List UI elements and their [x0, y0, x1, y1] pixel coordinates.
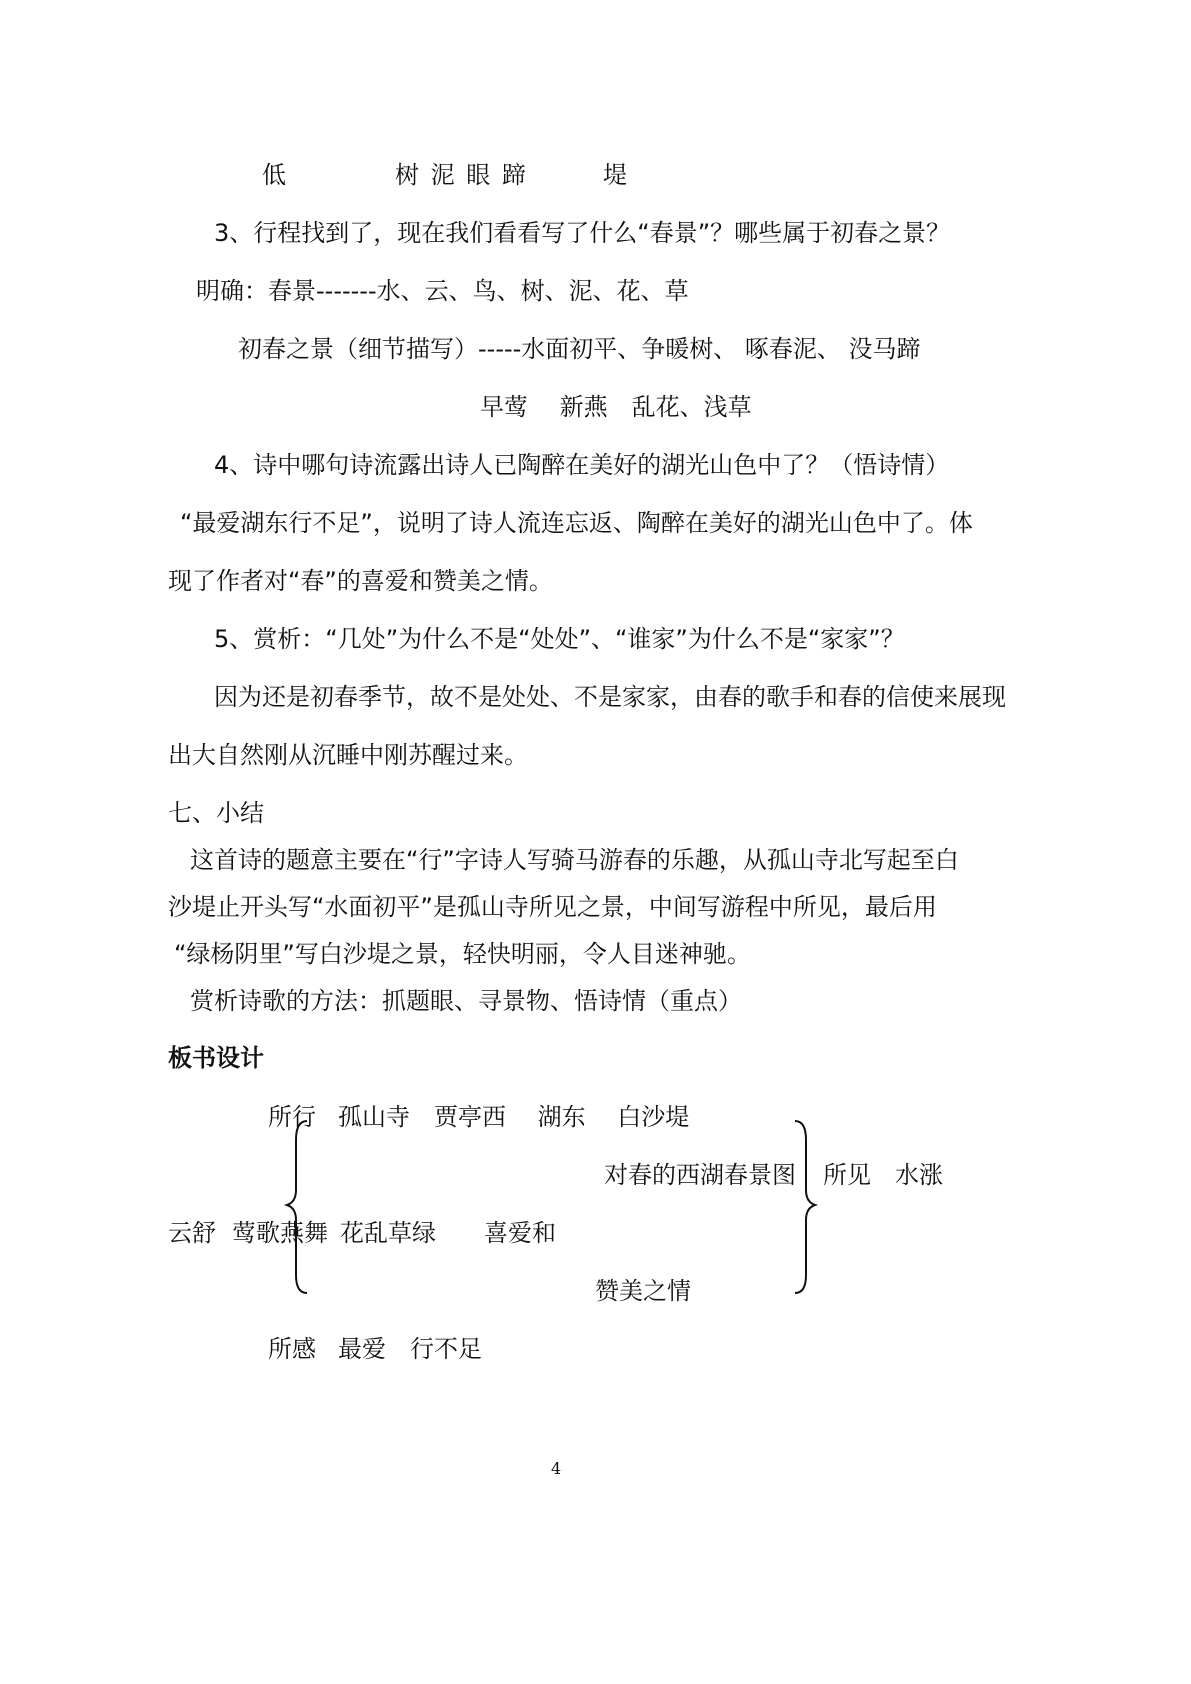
board-text: 行不足	[410, 1335, 482, 1363]
board-text: 花乱草绿	[340, 1219, 436, 1247]
board-heading: 板书设计	[168, 1044, 264, 1072]
board-text: 最爱	[338, 1335, 386, 1363]
answer-text: 明确：春景-------水、云、鸟、树、泥、花、草	[196, 277, 689, 305]
answer-text: “最爱湖东行不足”，说明了诗人流连忘返、陶醉在美好的湖光山色中了。体	[180, 509, 973, 537]
board-label: 所行	[268, 1103, 316, 1131]
summary-text: 这首诗的题意主要在“行”字诗人写骑马游春的乐趣，从孤山寺北写起至白	[190, 846, 959, 874]
summary-text: 沙堤止开头写“水面初平”是孤山寺所见之景，中间写游程中所见，最后用	[168, 893, 937, 921]
row-text: 低	[262, 161, 286, 189]
question-4: 4、诗中哪句诗流露出诗人已陶醉在美好的湖光山色中了？（悟诗情）	[214, 451, 950, 479]
row-text: 堤	[603, 161, 627, 189]
board-label: 所感	[268, 1335, 316, 1363]
answer-text: 现了作者对“春”的喜爱和赞美之情。	[168, 567, 553, 595]
board-text: 所见 水涨	[823, 1161, 943, 1189]
row-text: 树 泥 眼 蹄	[395, 161, 526, 189]
answer-text: 出大自然刚从沉睡中刚苏醒过来。	[168, 741, 528, 769]
answer-text: 因为还是初春季节，故不是处处、不是家家，由春的歌手和春的信使来展现	[214, 683, 1006, 711]
board-text: 孤山寺 贾亭西 湖东 白沙堤	[338, 1103, 690, 1131]
question-5: 5、赏析：“几处”为什么不是“处处”、“谁家”为什么不是“家家”？	[214, 625, 905, 653]
summary-text: 赏析诗歌的方法：抓题眼、寻景物、悟诗情（重点）	[190, 987, 742, 1015]
section-heading: 七、小结	[168, 799, 264, 827]
question-3: 3、行程找到了，现在我们看看写了什么“春景”？哪些属于初春之景？	[214, 219, 951, 247]
answer-text: 早莺 新燕 乱花、浅草	[480, 393, 752, 421]
left-brace	[287, 1121, 307, 1293]
board-text: 莺歌燕舞	[232, 1219, 328, 1247]
right-brace	[795, 1121, 815, 1293]
summary-text: “绿杨阴里”写白沙堤之景，轻快明丽，令人目迷神驰。	[174, 940, 751, 968]
board-text: 喜爱和	[484, 1219, 556, 1247]
answer-text: 初春之景（细节描写）-----水面初平、争暖树、 啄春泥、 没马蹄	[238, 335, 921, 363]
board-label: 云舒	[168, 1219, 216, 1247]
board-text: 对春的西湖春景图	[604, 1161, 796, 1189]
page-number: 4	[551, 1459, 562, 1478]
board-text: 赞美之情	[595, 1277, 691, 1305]
